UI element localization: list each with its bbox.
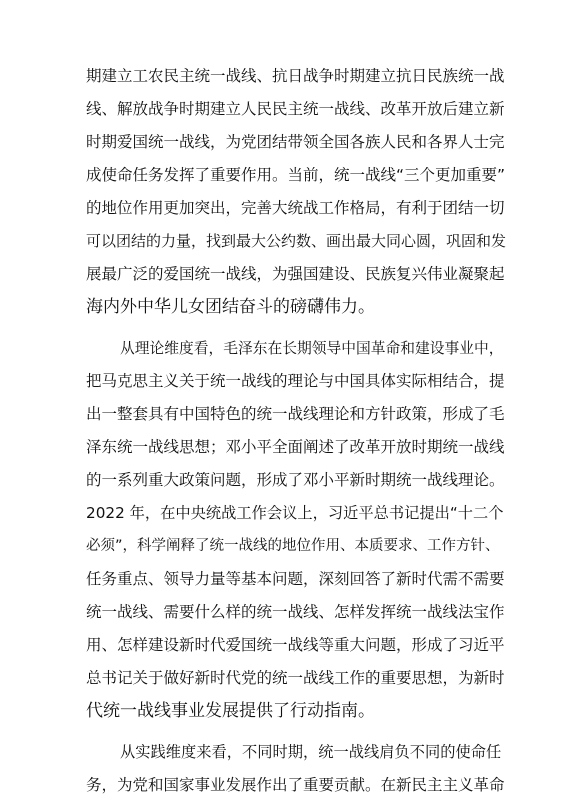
body-text bbox=[86, 60, 506, 802]
text-line: 的一系列重大政策问题，形成了邓小平新时期统一战线理论。 bbox=[86, 471, 505, 489]
text-line: 时期爱国统一战线，为党团结带领全国各族人民和各界人士完 bbox=[86, 133, 505, 151]
text-line: 总书记关于做好新时代党的统一战线工作的重要思想，为新时 bbox=[86, 669, 505, 687]
text-line: 必须”，科学阐释了统一战线的地位作用、本质要求、工作方针、 bbox=[86, 538, 500, 554]
text-line: 从理论维度看，毛泽东在长期领导中国革命和建设事业中， bbox=[120, 340, 504, 357]
text-line: 出一整套具有中国特色的统一战线理论和方针政策，形成了毛 bbox=[86, 405, 505, 423]
text-line: 把马克思主义关于统一战线的理论与中国具体实际相结合，提 bbox=[86, 372, 505, 390]
text-line: 成使命任务发挥了重要作用。当前，统一战线“三个更加重要” bbox=[86, 166, 506, 184]
text-line: 期建立工农民主统一战线、抗日战争时期建立抗日民族统一战 bbox=[86, 67, 505, 85]
text-line: 可以团结的力量，找到最大公约数、画出最大同心圆，巩固和发 bbox=[86, 232, 506, 250]
text-line: 泽东统一战线思想；邓小平全面阐述了改革开放时期统一战线 bbox=[86, 438, 505, 456]
text-line: 2022 年，在中央统战工作会议上，习近平总书记提出“十二个 bbox=[86, 504, 504, 522]
text-line: 的地位作用更加突出，完善大统战工作格局，有利于团结一切 bbox=[86, 199, 505, 217]
text-line: 展最广泛的爱国统一战线，为强国建设、民族复兴伟业凝聚起 bbox=[86, 265, 505, 283]
text-line: 线、解放战争时期建立人民民主统一战线、改革开放后建立新 bbox=[86, 100, 505, 118]
text-line: 代统一战线事业发展提供了行动指南。 bbox=[86, 701, 375, 721]
text-line: 统一战线、需要什么样的统一战线、怎样发挥统一战线法宝作 bbox=[86, 603, 505, 621]
text-line: 从实践维度来看，不同时期，统一战线肩负不同的使命任 bbox=[120, 743, 502, 761]
text-line: 任务重点、领导力量等基本问题，深刻回答了新时代需不需要 bbox=[86, 570, 505, 588]
text-line: 海内外中华儿女团结奋斗的磅礴伟力。 bbox=[86, 297, 375, 317]
text-line: 用、怎样建设新时代爱国统一战线等重大问题，形成了习近平 bbox=[86, 636, 505, 654]
text-line: 务，为党和国家事业发展作出了重要贡献。在新民主主义革命 bbox=[86, 776, 505, 794]
